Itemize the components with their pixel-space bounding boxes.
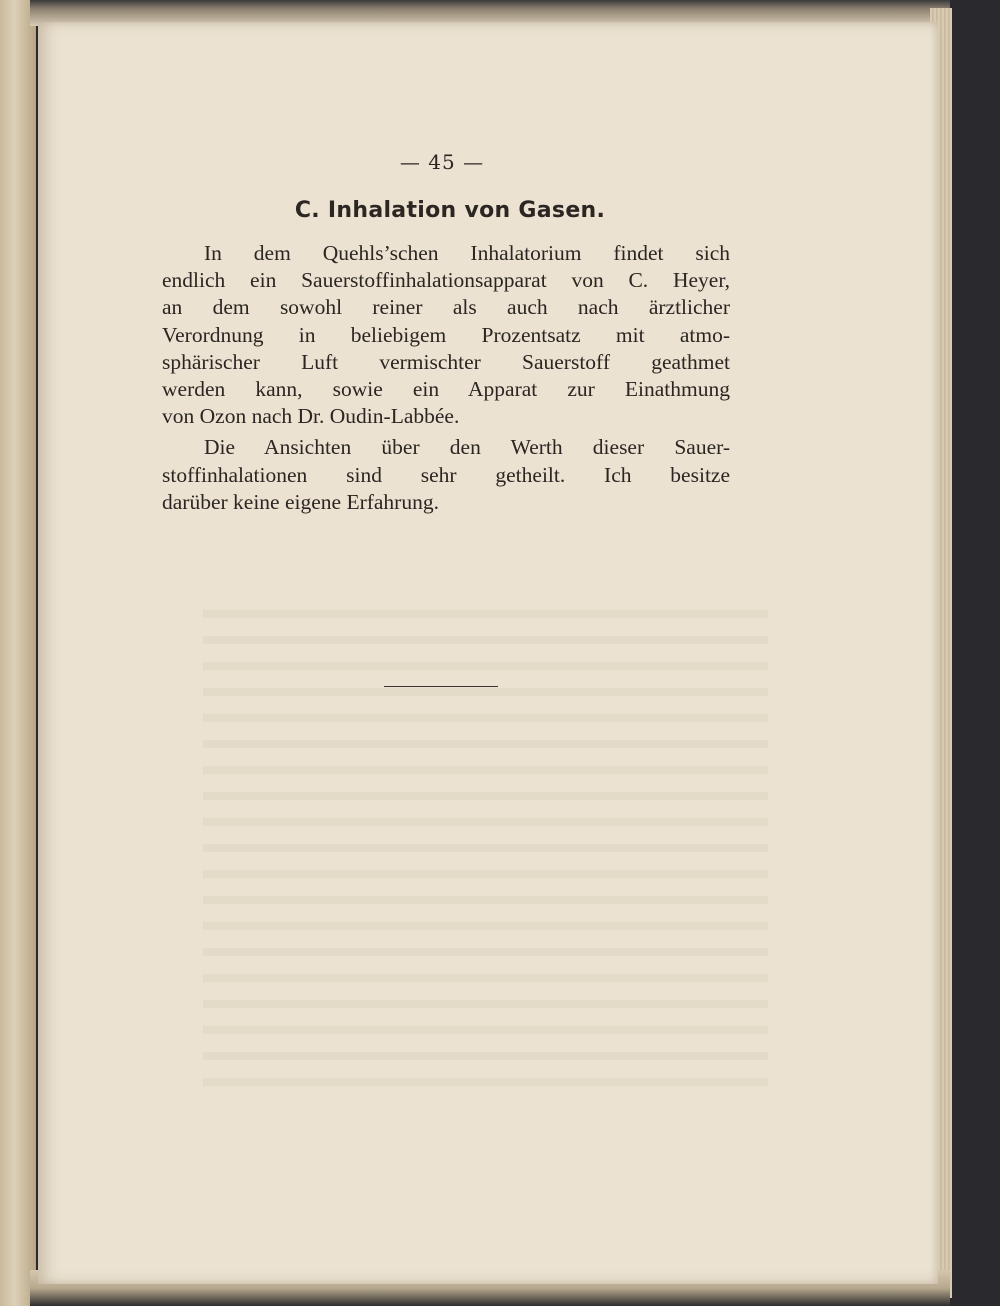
- text-line: Verordnung in beliebigem Prozentsatz mit atmo-: [162, 322, 730, 347]
- text-line: werden kann, sowie ein Apparat zur Einathmung: [162, 377, 730, 402]
- text-line: darüber keine eigene Erfahrung.: [162, 489, 439, 514]
- page-number: — 45 —: [399, 150, 485, 174]
- section-heading: C. Inhalation von Gasen.: [294, 198, 606, 223]
- bleed-through-shadow: [203, 592, 768, 1092]
- text-line: sphärischer Luft vermischter Sauerstoff geathmet: [162, 349, 730, 374]
- text-line: Die Ansichten über den Werth dieser Sauer-: [204, 435, 730, 460]
- text-line: In dem Quehls’schen Inhalatorium findet sich: [204, 241, 730, 265]
- paragraph-1: [162, 240, 730, 430]
- text-line: von Ozon nach Dr. Oudin-Labbée.: [162, 404, 460, 429]
- book-spine: [0, 0, 36, 1306]
- text-line: an dem sowohl reiner als auch nach ärztlicher: [162, 295, 730, 320]
- body-text: [162, 240, 730, 516]
- paragraph-2: [162, 434, 730, 516]
- section-divider-rule: [384, 686, 498, 687]
- text-line: endlich ein Sauerstoffinhalationsapparat von C. Heyer,: [162, 268, 730, 293]
- text-line: stoffinhalationen sind sehr getheilt. Ich besitze: [162, 462, 730, 487]
